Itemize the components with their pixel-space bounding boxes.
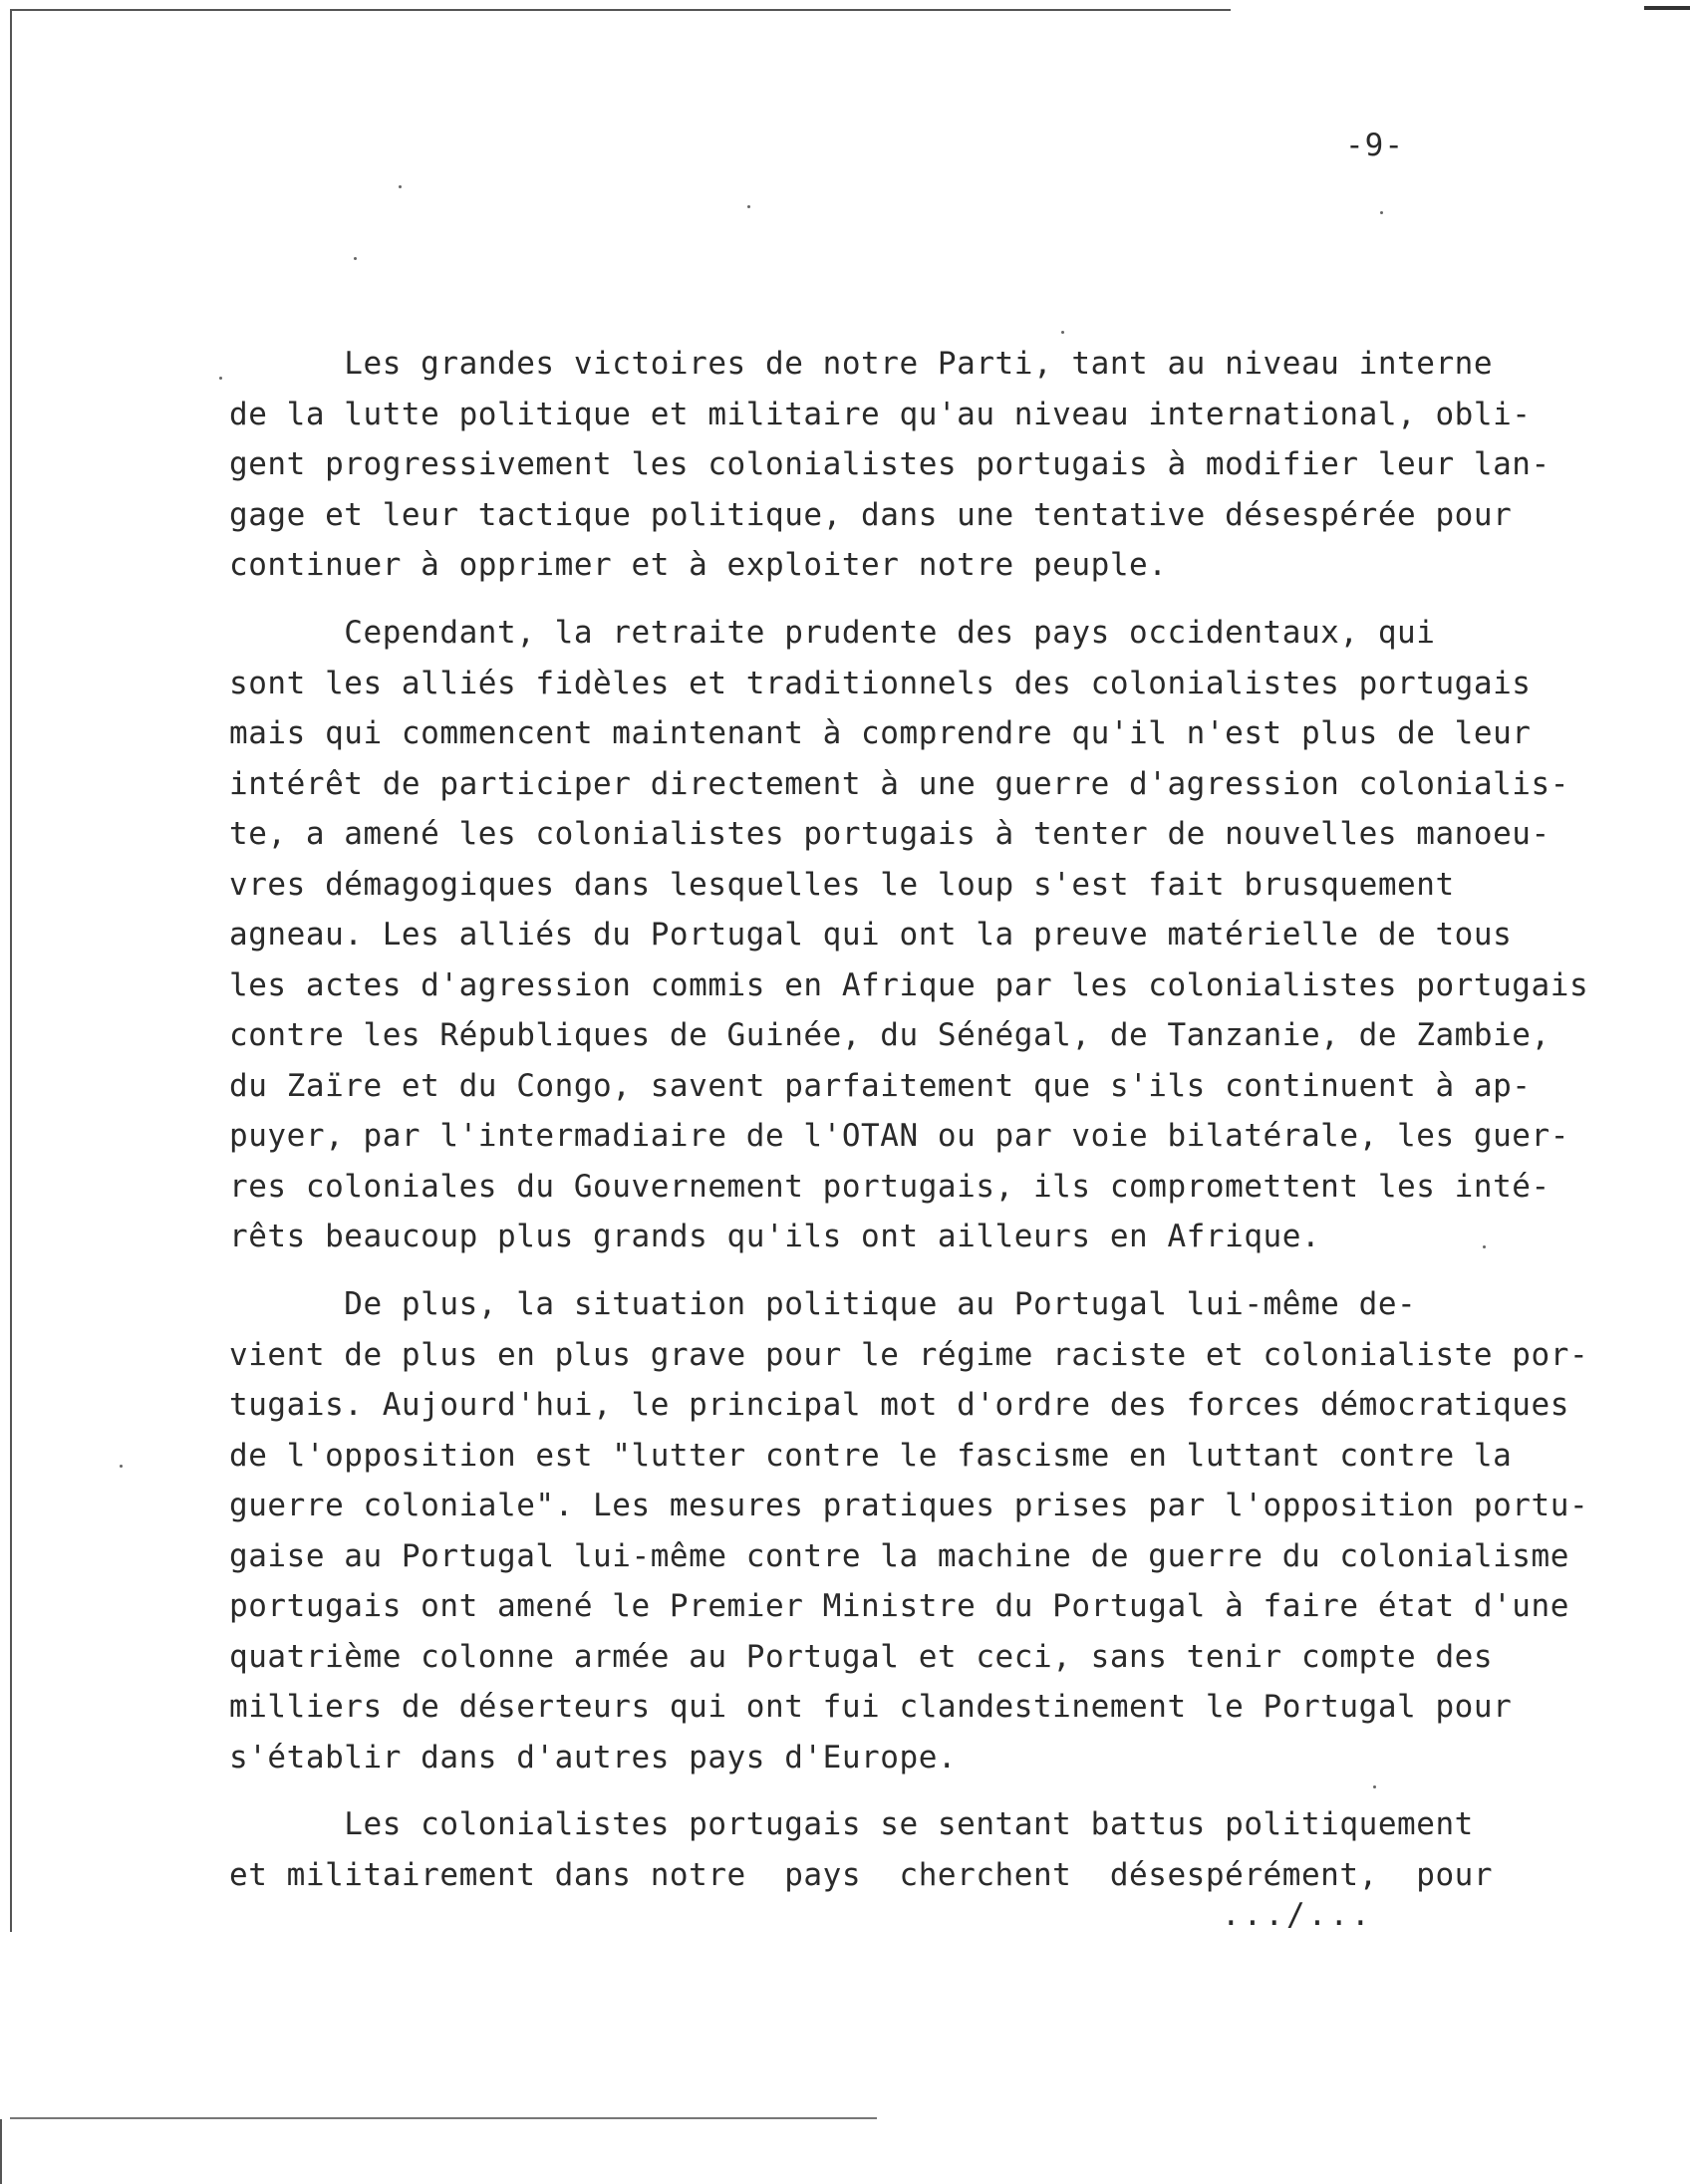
text-line: continuer à opprimer et à exploiter notre peuple.	[229, 547, 1168, 583]
page-number: -9-	[1345, 128, 1404, 163]
text-line: et militairement dans notre pays cherchent désespérément, pour	[229, 1856, 1494, 1893]
text-line: quatrième colonne armée au Portugal et ceci, sans tenir compte des	[229, 1638, 1494, 1675]
scan-speck	[747, 205, 750, 208]
text-line: gent progressivement les colonialistes portugais à modifier leur lan-	[229, 446, 1550, 482]
scan-speck	[354, 257, 357, 260]
text-line: portugais ont amené le Premier Ministre du Portugal à faire état d'une	[229, 1588, 1569, 1624]
scan-speck	[1380, 211, 1383, 214]
text-line: gaise au Portugal lui-même contre la machine de guerre du colonialisme	[229, 1537, 1569, 1574]
scan-speck	[399, 185, 402, 188]
scan-speck	[1061, 331, 1064, 334]
text-line: Les colonialistes portugais se sentant battus politiquement	[229, 1806, 1474, 1842]
text-line: guerre coloniale". Les mesures pratiques prises par l'opposition portu-	[229, 1488, 1589, 1523]
continuation-mark: .../...	[1222, 1897, 1373, 1933]
text-line: de la lutte politique et militaire qu'au niveau international, obli-	[229, 396, 1532, 432]
scan-corner-mark	[1644, 6, 1690, 10]
scan-border-bottom	[10, 2117, 877, 2119]
text-line: agneau. Les alliés du Portugal qui ont la preuve matérielle de tous	[229, 917, 1513, 953]
text-line: Les grandes victoires de notre Parti, tant au niveau interne	[229, 346, 1494, 382]
scan-speck	[219, 377, 222, 380]
text-line: s'établir dans d'autres pays d'Europe.	[229, 1739, 958, 1775]
paragraph-1	[229, 339, 1624, 591]
text-line: De plus, la situation politique au Portugal lui-même de-	[229, 1286, 1417, 1322]
text-line: vient de plus en plus grave pour le régime raciste et colonialiste por-	[229, 1336, 1589, 1373]
text-line: du Zaïre et du Congo, savent parfaitement que s'ils continuent à ap-	[229, 1067, 1532, 1104]
scan-speck	[120, 1465, 123, 1468]
paragraph-3	[229, 1279, 1624, 1782]
text-line: te, a amené les colonialistes portugais à tenter de nouvelles manoeu-	[229, 816, 1550, 852]
text-line: les actes d'agression commis en Afrique par les colonialistes portugais	[229, 966, 1589, 1003]
paragraph-2	[229, 608, 1624, 1262]
text-line: res coloniales du Gouvernement portugais, ils compromettent les inté-	[229, 1168, 1550, 1205]
text-line: gage et leur tactique politique, dans une tentative désespérée pour	[229, 496, 1513, 533]
scan-border-left	[10, 9, 12, 1932]
text-line: contre les Républiques de Guinée, du Sénégal, de Tanzanie, de Zambie,	[229, 1017, 1550, 1053]
text-line: vres démagogiques dans lesquelles le loup s'est fait brusquement	[229, 866, 1455, 903]
paragraph-4	[229, 1799, 1624, 1900]
text-line: rêts beaucoup plus grands qu'ils ont ailleurs en Afrique.	[229, 1219, 1321, 1254]
text-line: puyer, par l'intermadiaire de l'OTAN ou par voie bilatérale, les guer-	[229, 1118, 1569, 1154]
scan-speck	[1373, 1785, 1376, 1788]
text-line: milliers de déserteurs qui ont fui clandestinement le Portugal pour	[229, 1689, 1513, 1725]
text-line: mais qui commencent maintenant à comprendre qu'il n'est plus de leur	[229, 715, 1532, 751]
text-line: de l'opposition est "lutter contre le fascisme en luttant contre la	[229, 1437, 1513, 1474]
scan-border-bottom-left	[0, 2119, 14, 2184]
scan-speck	[1483, 1245, 1486, 1248]
text-line: intérêt de participer directement à une guerre d'agression colonialis-	[229, 765, 1569, 802]
text-line: Cependant, la retraite prudente des pays occidentaux, qui	[229, 615, 1436, 651]
text-line: tugais. Aujourd'hui, le principal mot d'ordre des forces démocratiques	[229, 1387, 1569, 1423]
scan-border-top	[10, 9, 1231, 11]
text-line: sont les alliés fidèles et traditionnels des colonialistes portugais	[229, 665, 1532, 701]
